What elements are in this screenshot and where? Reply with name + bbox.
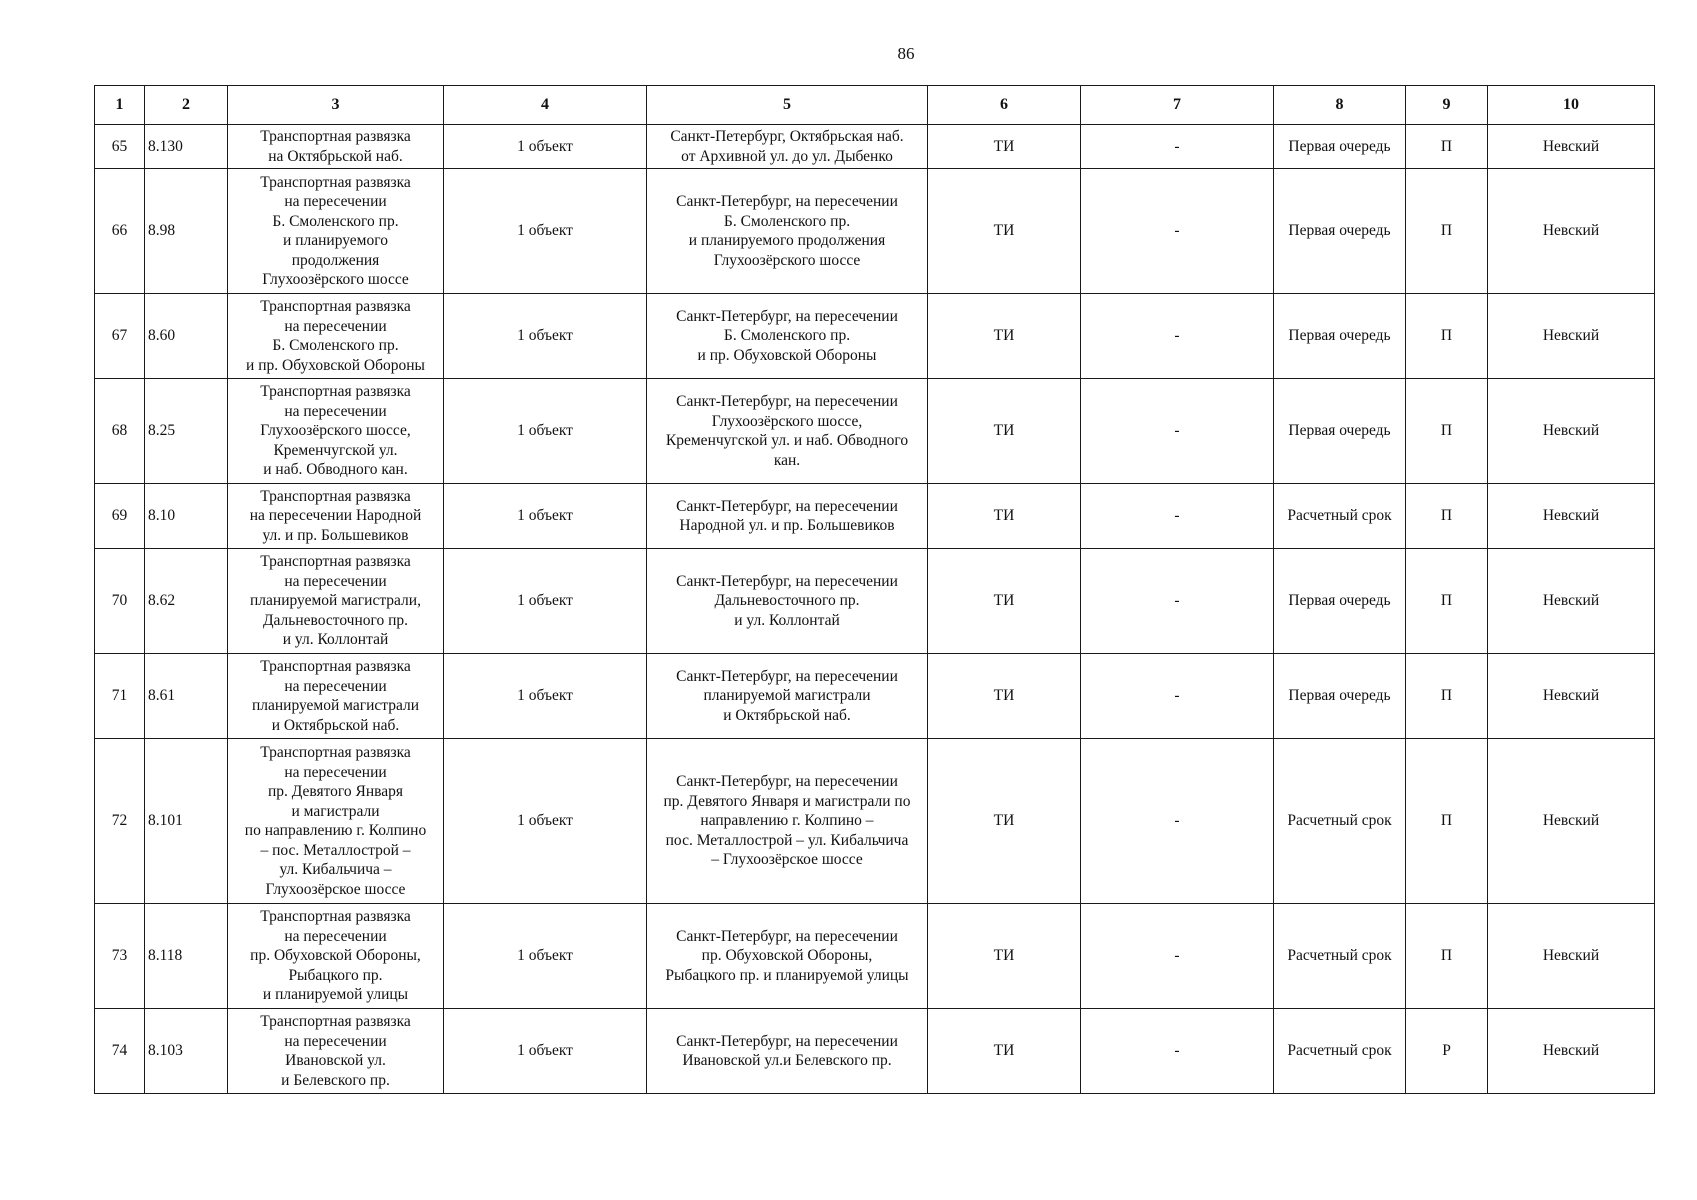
- implementation-stage: Первая очередь: [1274, 654, 1406, 739]
- object-name: Транспортная развязка на пересечении Ивановской ул. и Белевского пр.: [228, 1009, 444, 1094]
- district: Невский: [1488, 549, 1655, 654]
- object-location: Санкт-Петербург, на пересечении пр. Девятого Января и магистрали по направлению г. Колпино – пос. Металлострой – ул. Кибальчича – Глухоозёрское шоссе: [647, 739, 928, 904]
- header-row: [95, 86, 1655, 125]
- column-7-value: -: [1081, 549, 1274, 654]
- object-status: П: [1406, 739, 1488, 904]
- object-type: ТИ: [928, 1009, 1081, 1094]
- object-status: П: [1406, 169, 1488, 294]
- row-number: 70: [95, 549, 145, 654]
- object-quantity: 1 объект: [444, 1009, 647, 1094]
- object-quantity: 1 объект: [444, 379, 647, 484]
- object-name: Транспортная развязка на пересечении планируемой магистрали, Дальневосточного пр. и ул. Коллонтай: [228, 549, 444, 654]
- object-location: Санкт-Петербург, на пересечении Народной ул. и пр. Большевиков: [647, 484, 928, 549]
- objects-table: [94, 85, 1655, 1094]
- object-name: Транспортная развязка на пересечении планируемой магистрали и Октябрьской наб.: [228, 654, 444, 739]
- object-name: Транспортная развязка на пересечении Б. Смоленского пр. и планируемого продолжения Глухоозёрского шоссе: [228, 169, 444, 294]
- object-type: ТИ: [928, 169, 1081, 294]
- implementation-stage: Расчетный срок: [1274, 484, 1406, 549]
- column-7-value: -: [1081, 125, 1274, 169]
- object-quantity: 1 объект: [444, 484, 647, 549]
- object-location: Санкт-Петербург, на пересечении Б. Смоленского пр. и пр. Обуховской Обороны: [647, 294, 928, 379]
- implementation-stage: Первая очередь: [1274, 169, 1406, 294]
- district: Невский: [1488, 294, 1655, 379]
- district: Невский: [1488, 1009, 1655, 1094]
- object-quantity: 1 объект: [444, 904, 647, 1009]
- object-status: П: [1406, 549, 1488, 654]
- implementation-stage: Первая очередь: [1274, 379, 1406, 484]
- object-location: Санкт-Петербург, на пересечении пр. Обуховской Обороны, Рыбацкого пр. и планируемой улицы: [647, 904, 928, 1009]
- object-type: ТИ: [928, 379, 1081, 484]
- table-row: [95, 1009, 1655, 1094]
- table-row: [95, 549, 1655, 654]
- district: Невский: [1488, 125, 1655, 169]
- district: Невский: [1488, 379, 1655, 484]
- object-location: Санкт-Петербург, на пересечении планируемой магистрали и Октябрьской наб.: [647, 654, 928, 739]
- row-number: 65: [95, 125, 145, 169]
- object-code: 8.98: [145, 169, 228, 294]
- implementation-stage: Первая очередь: [1274, 549, 1406, 654]
- table-row: [95, 904, 1655, 1009]
- object-type: ТИ: [928, 484, 1081, 549]
- table-row: [95, 484, 1655, 549]
- row-number: 72: [95, 739, 145, 904]
- page-number: 86: [897, 44, 915, 63]
- table-row: [95, 169, 1655, 294]
- column-7-value: -: [1081, 484, 1274, 549]
- object-type: ТИ: [928, 904, 1081, 1009]
- object-code: 8.25: [145, 379, 228, 484]
- row-number: 69: [95, 484, 145, 549]
- table-row: [95, 125, 1655, 169]
- object-type: ТИ: [928, 739, 1081, 904]
- object-status: П: [1406, 904, 1488, 1009]
- object-status: П: [1406, 654, 1488, 739]
- column-7-value: -: [1081, 654, 1274, 739]
- column-7-value: -: [1081, 294, 1274, 379]
- district: Невский: [1488, 169, 1655, 294]
- object-location: Санкт-Петербург, Октябрьская наб. от Архивной ул. до ул. Дыбенко: [647, 125, 928, 169]
- object-name: Транспортная развязка на пересечении Б. Смоленского пр. и пр. Обуховской Обороны: [228, 294, 444, 379]
- row-number: 66: [95, 169, 145, 294]
- implementation-stage: Расчетный срок: [1274, 904, 1406, 1009]
- district: Невский: [1488, 739, 1655, 904]
- implementation-stage: Первая очередь: [1274, 294, 1406, 379]
- object-status: П: [1406, 294, 1488, 379]
- table-row: [95, 739, 1655, 904]
- column-7-value: -: [1081, 379, 1274, 484]
- column-header: 8: [1274, 86, 1406, 125]
- object-code: 8.118: [145, 904, 228, 1009]
- object-code: 8.62: [145, 549, 228, 654]
- object-name: Транспортная развязка на Октябрьской наб.: [228, 125, 444, 169]
- column-header: 7: [1081, 86, 1274, 125]
- object-status: П: [1406, 379, 1488, 484]
- object-location: Санкт-Петербург, на пересечении Ивановской ул.и Белевского пр.: [647, 1009, 928, 1094]
- column-header: 4: [444, 86, 647, 125]
- object-type: ТИ: [928, 654, 1081, 739]
- column-7-value: -: [1081, 904, 1274, 1009]
- implementation-stage: Расчетный срок: [1274, 1009, 1406, 1094]
- column-7-value: -: [1081, 169, 1274, 294]
- column-header: 9: [1406, 86, 1488, 125]
- table-row: [95, 294, 1655, 379]
- row-number: 67: [95, 294, 145, 379]
- object-quantity: 1 объект: [444, 125, 647, 169]
- object-quantity: 1 объект: [444, 294, 647, 379]
- object-code: 8.61: [145, 654, 228, 739]
- object-type: ТИ: [928, 294, 1081, 379]
- object-location: Санкт-Петербург, на пересечении Дальневосточного пр. и ул. Коллонтай: [647, 549, 928, 654]
- row-number: 73: [95, 904, 145, 1009]
- column-header: 2: [145, 86, 228, 125]
- object-name: Транспортная развязка на пересечении пр. Девятого Января и магистрали по направлению г. Колпино – пос. Металлострой – ул. Кибальчича – Глухоозёрское шоссе: [228, 739, 444, 904]
- object-status: П: [1406, 484, 1488, 549]
- object-type: ТИ: [928, 549, 1081, 654]
- column-header: 1: [95, 86, 145, 125]
- row-number: 71: [95, 654, 145, 739]
- object-location: Санкт-Петербург, на пересечении Глухоозёрского шоссе, Кременчугской ул. и наб. Обводного кан.: [647, 379, 928, 484]
- row-number: 68: [95, 379, 145, 484]
- object-quantity: 1 объект: [444, 739, 647, 904]
- object-name: Транспортная развязка на пересечении пр. Обуховской Обороны, Рыбацкого пр. и планируемой улицы: [228, 904, 444, 1009]
- column-header: 6: [928, 86, 1081, 125]
- column-header: 3: [228, 86, 444, 125]
- object-status: Р: [1406, 1009, 1488, 1094]
- object-name: Транспортная развязка на пересечении Глухоозёрского шоссе, Кременчугской ул. и наб. Обводного кан.: [228, 379, 444, 484]
- row-number: 74: [95, 1009, 145, 1094]
- table-row: [95, 654, 1655, 739]
- object-quantity: 1 объект: [444, 169, 647, 294]
- object-code: 8.103: [145, 1009, 228, 1094]
- implementation-stage: Расчетный срок: [1274, 739, 1406, 904]
- object-quantity: 1 объект: [444, 654, 647, 739]
- district: Невский: [1488, 654, 1655, 739]
- object-status: П: [1406, 125, 1488, 169]
- column-header: 5: [647, 86, 928, 125]
- district: Невский: [1488, 484, 1655, 549]
- object-name: Транспортная развязка на пересечении Народной ул. и пр. Большевиков: [228, 484, 444, 549]
- district: Невский: [1488, 904, 1655, 1009]
- column-7-value: -: [1081, 739, 1274, 904]
- object-code: 8.60: [145, 294, 228, 379]
- object-type: ТИ: [928, 125, 1081, 169]
- object-code: 8.130: [145, 125, 228, 169]
- object-code: 8.101: [145, 739, 228, 904]
- object-quantity: 1 объект: [444, 549, 647, 654]
- object-location: Санкт-Петербург, на пересечении Б. Смоленского пр. и планируемого продолжения Глухоозёрского шоссе: [647, 169, 928, 294]
- column-header: 10: [1488, 86, 1655, 125]
- implementation-stage: Первая очередь: [1274, 125, 1406, 169]
- table-row: [95, 379, 1655, 484]
- column-7-value: -: [1081, 1009, 1274, 1094]
- object-code: 8.10: [145, 484, 228, 549]
